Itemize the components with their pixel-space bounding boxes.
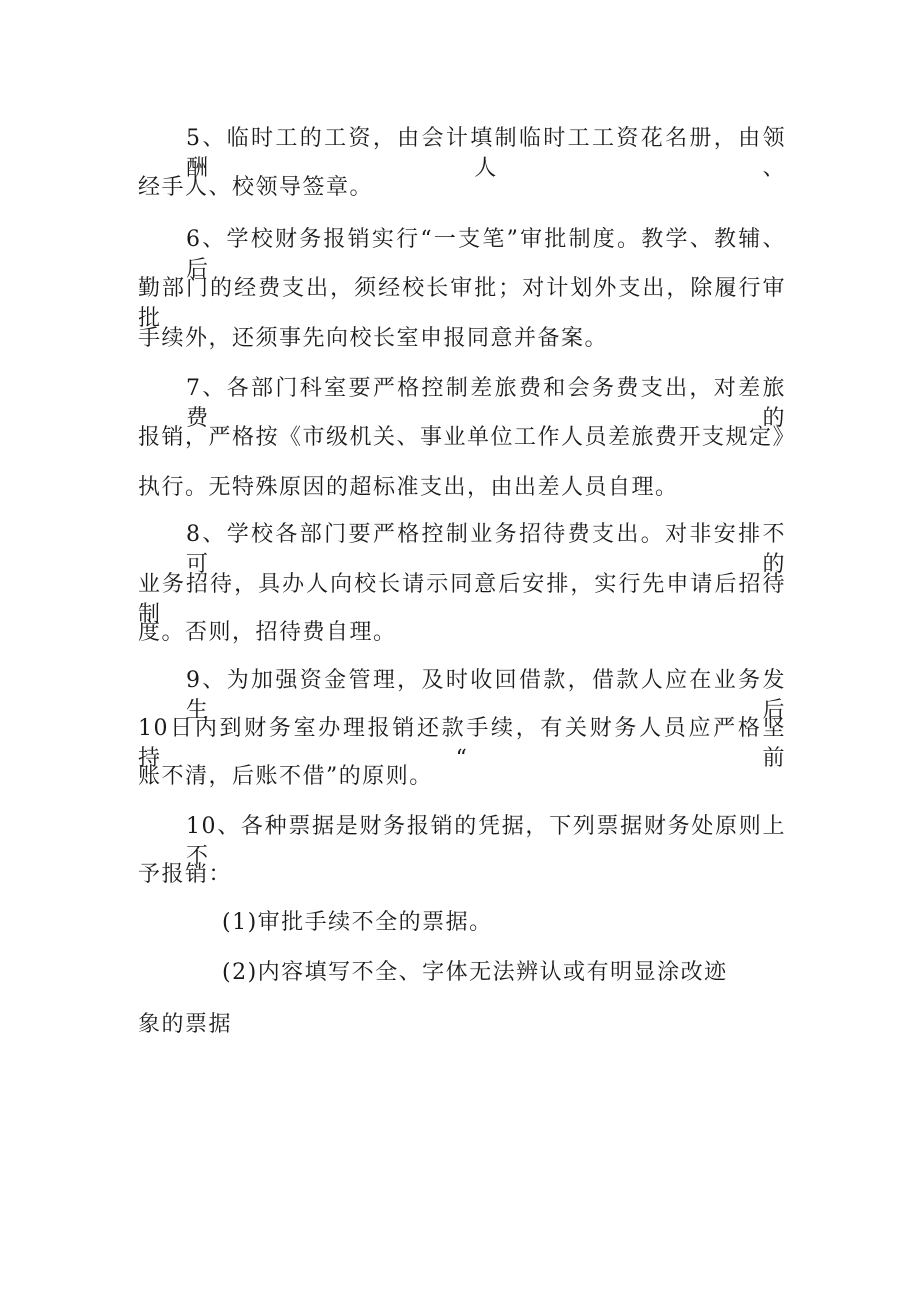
text-line: 7、各部门科室要严格控制差旅费和会务费支出，对差旅费的 bbox=[186, 376, 786, 431]
text-line: 报销，严格按《市级机关、事业单位工作人员差旅费开支规定》 bbox=[138, 425, 797, 450]
text-line: 6、学校财务报销实行“一支笔”审批制度。教学、教辅、后 bbox=[186, 227, 786, 282]
text-line: 手续外，还须事先向校长室申报同意并备案。 bbox=[138, 326, 609, 351]
text-line: 5、临时工的工资，由会计填制临时工工资花名册，由领酬人、 bbox=[186, 126, 786, 181]
text-line: 予报销： bbox=[138, 862, 233, 887]
text-line: 经手人、校领导签章。 bbox=[138, 175, 374, 200]
text-line: 8、学校各部门要严格控制业务招待费支出。对非安排不可的 bbox=[186, 522, 786, 577]
text-line: 账不清，后账不借”的原则。 bbox=[138, 764, 433, 789]
text-line: 业务招待，具办人向校长请示同意后安排，实行先申请后招待制 bbox=[138, 572, 786, 627]
text-line: (2)内容填写不全、字体无法辨认或有明显涂改迹 bbox=[222, 960, 728, 985]
text-line: (1)审批手续不全的票据。 bbox=[222, 910, 493, 935]
text-line: 象的票据 bbox=[138, 1012, 233, 1037]
text-line: 10、各种票据是财务报销的凭据，下列票据财务处原则上不 bbox=[186, 814, 786, 869]
text-line: 9、为加强资金管理，及时收回借款，借款人应在业务发生后 bbox=[186, 668, 786, 723]
text-line: 度。否则，招待费自理。 bbox=[138, 620, 397, 645]
text-line: 执行。无特殊原因的超标准支出，由出差人员自理。 bbox=[138, 475, 679, 500]
text-line: 10日内到财务室办理报销还款手续，有关财务人员应严格坚持“前 bbox=[138, 716, 786, 771]
text-line: 勤部门的经费支出，须经校长审批；对计划外支出，除履行审批 bbox=[138, 276, 786, 331]
